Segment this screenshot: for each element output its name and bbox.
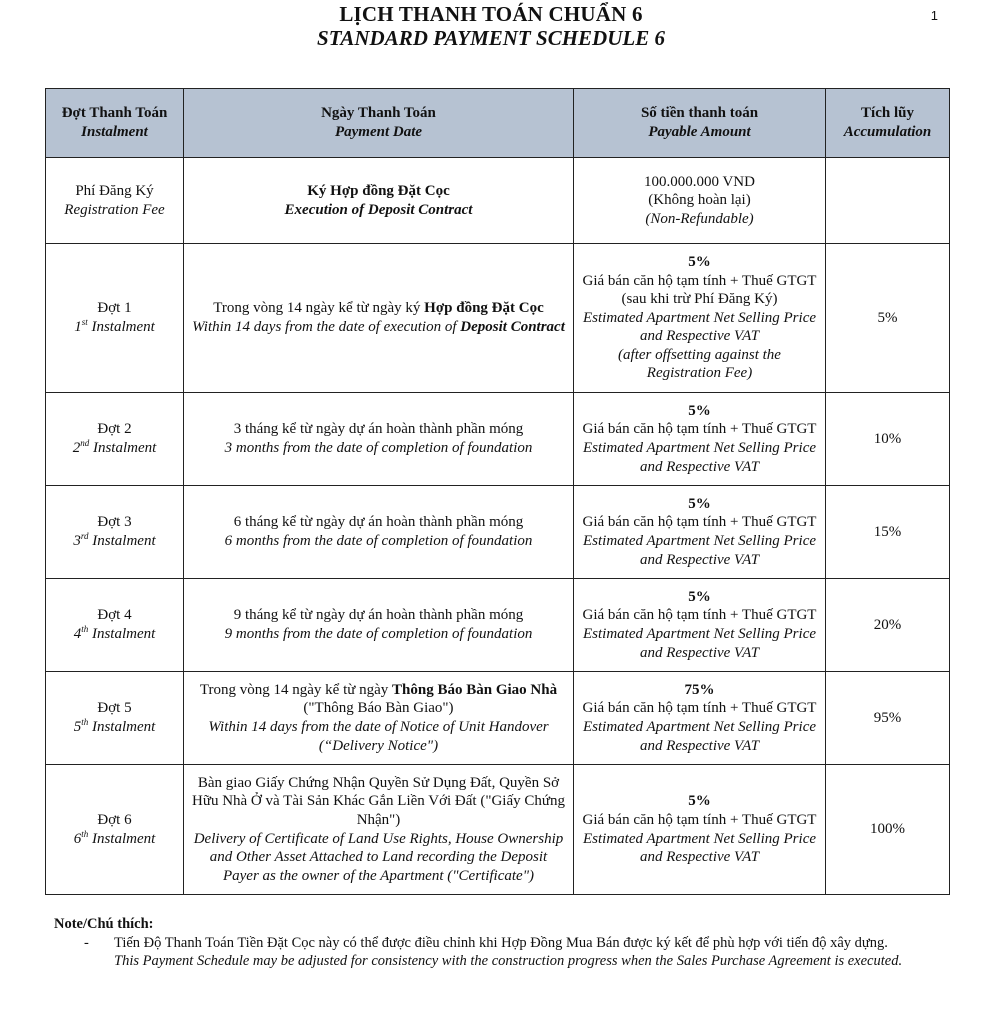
header-amount-vn: Số tiền thanh toán [640, 105, 759, 122]
payment-date-vn: Trong vòng 14 ngày kể từ ngày Thông Báo Bàn Giao Nhà ("Thông Báo Bàn Giao") [199, 681, 558, 717]
payment-date-vn: 3 tháng kể từ ngày dự án hoàn thành phần móng [233, 421, 524, 438]
amount-percent: 5% [688, 253, 711, 270]
amount-note-en: (Non-Refundable) [645, 210, 754, 227]
header-payment-date [184, 89, 574, 158]
amount-desc-vn: Giá bán căn hộ tạm tính + Thuế GTGT [582, 811, 817, 828]
instalment-name-en: Registration Fee [64, 201, 165, 218]
amount-value: 100.000.000 VND [644, 173, 755, 190]
cell-instalment [46, 486, 184, 579]
instalment-name-vn: Đợt 6 [97, 811, 132, 828]
instalment-name-vn: Đợt 2 [97, 421, 132, 438]
header-payable-amount [574, 89, 826, 158]
payment-date-en: 6 months from the date of completion of foundation [224, 533, 533, 549]
note-item [54, 934, 934, 971]
cell-payable-amount [574, 765, 826, 895]
cell-payment-date [184, 486, 574, 579]
amount-desc-vn: Giá bán căn hộ tạm tính + Thuế GTGT [582, 514, 817, 531]
table-row-instalment-3 [46, 486, 950, 579]
payment-date-en: Within 14 days from the date of execution of Deposit Contract [192, 319, 565, 335]
cell-payment-date [184, 158, 574, 244]
header-date-vn: Ngày Thanh Toán [321, 105, 436, 122]
cell-payable-amount [574, 244, 826, 393]
instalment-name-vn: Phí Đăng Ký [75, 182, 154, 199]
header-amount-en: Payable Amount [648, 124, 751, 140]
table-row-instalment-1 [46, 244, 950, 393]
payment-date-en: Delivery of Certificate of Land Use Rights, House Ownership and Other Asset Attached to Land recording the Deposit Payer as the owner of the Apartment ("Certificate") [193, 830, 564, 884]
cell-payable-amount [574, 393, 826, 486]
cell-payable-amount [574, 579, 826, 672]
cell-instalment [46, 158, 184, 244]
table-row-instalment-6 [46, 765, 950, 895]
header-accum-vn: Tích lũy [861, 105, 914, 122]
header-accum-en: Accumulation [843, 124, 932, 140]
cell-payment-date [184, 672, 574, 765]
amount-note-vn: (Không hoàn lại) [648, 192, 751, 209]
instalment-name-en: 1st Instalment [74, 317, 155, 335]
title-english: STANDARD PAYMENT SCHEDULE 6 [317, 26, 665, 50]
header-accumulation [826, 89, 950, 158]
cell-instalment [46, 765, 184, 895]
payment-date-vn: Trong vòng 14 ngày kể từ ngày ký Hợp đồng Đặt Cọc [213, 300, 544, 317]
instalment-name-vn: Đợt 1 [97, 300, 132, 317]
amount-percent: 75% [684, 681, 715, 698]
cell-payment-date [184, 765, 574, 895]
note-bullet: - [84, 934, 89, 951]
payment-date-en: Execution of Deposit Contract [284, 201, 473, 218]
amount-desc-en: Estimated Apartment Net Selling Price and Respective VAT [582, 533, 817, 568]
title-vietnamese: LỊCH THANH TOÁN CHUẨN 6 [339, 2, 643, 26]
header-instalment-vn: Đợt Thanh Toán [61, 105, 168, 122]
instalment-name-en: 2nd Instalment [72, 438, 157, 456]
amount-after-fee-vn: (sau khi trừ Phí Đăng Ký) [621, 291, 778, 308]
cell-payment-date [184, 393, 574, 486]
amount-desc-vn: Giá bán căn hộ tạm tính + Thuế GTGT [582, 700, 817, 717]
payment-date-en: 9 months from the date of completion of foundation [224, 626, 533, 642]
cell-accumulation: 10% [826, 393, 950, 486]
amount-desc-vn: Giá bán căn hộ tạm tính + Thuế GTGT [582, 272, 817, 289]
cell-payable-amount [574, 486, 826, 579]
instalment-name-en: 5th Instalment [73, 717, 156, 735]
cell-payment-date [184, 579, 574, 672]
amount-desc-en: Estimated Apartment Net Selling Price and Respective VAT [582, 830, 817, 866]
cell-payable-amount [574, 158, 826, 244]
payment-schedule-table [45, 88, 950, 895]
instalment-name-vn: Đợt 4 [97, 607, 132, 624]
cell-instalment [46, 672, 184, 765]
note-text-vn: Tiến Độ Thanh Toán Tiền Đặt Cọc này có thể được điều chỉnh khi Hợp Đồng Mua Bán được ký kết để phù hợp với tiến độ xây dựng. [114, 934, 888, 951]
header-instalment-en: Instalment [81, 124, 148, 140]
table-row-instalment-5 [46, 672, 950, 765]
cell-accumulation: 15% [826, 486, 950, 579]
amount-percent: 5% [688, 402, 711, 419]
cell-accumulation: 95% [826, 672, 950, 765]
amount-percent: 5% [688, 495, 711, 512]
header-instalment [46, 89, 184, 158]
cell-accumulation: 5% [826, 244, 950, 393]
cell-accumulation [826, 158, 950, 244]
cell-accumulation: 20% [826, 579, 950, 672]
instalment-name-en: 3rd Instalment [73, 531, 156, 549]
amount-after-fee-en: (after offsetting against the Registration Fee) [618, 346, 781, 382]
payment-date-vn: Ký Hợp đồng Đặt Cọc [307, 182, 450, 199]
table-header-row [46, 89, 950, 158]
cell-instalment [46, 393, 184, 486]
document-title [0, 2, 982, 50]
header-date-en: Payment Date [334, 124, 423, 140]
amount-desc-vn: Giá bán căn hộ tạm tính + Thuế GTGT [582, 607, 817, 624]
instalment-name-en: 6th Instalment [73, 828, 156, 847]
notes-section [54, 915, 934, 971]
amount-desc-en: Estimated Apartment Net Selling Price and Respective VAT [582, 626, 817, 661]
amount-desc-vn: Giá bán căn hộ tạm tính + Thuế GTGT [582, 421, 817, 438]
payment-date-en: 3 months from the date of completion of foundation [224, 440, 533, 456]
cell-instalment [46, 579, 184, 672]
notes-title: Note/Chú thích: [54, 916, 154, 932]
instalment-name-vn: Đợt 3 [97, 514, 132, 531]
payment-date-vn: Bàn giao Giấy Chứng Nhận Quyền Sử Dụng Đất, Quyền Sở Hữu Nhà Ở và Tài Sản Khác Gắn Liền Với Đất ("Giấy Chứng Nhận") [191, 774, 565, 828]
table-row-registration [46, 158, 950, 244]
cell-payment-date [184, 244, 574, 393]
payment-date-vn: 6 tháng kể từ ngày dự án hoàn thành phần móng [233, 514, 524, 531]
page-number: 1 [930, 8, 938, 23]
table-row-instalment-4 [46, 579, 950, 672]
cell-instalment [46, 244, 184, 393]
amount-desc-en: Estimated Apartment Net Selling Price and Respective VAT [582, 440, 817, 475]
cell-payable-amount [574, 672, 826, 765]
payment-date-en: Within 14 days from the date of Notice of Unit Handover (“Delivery Notice") [208, 719, 549, 754]
amount-desc-en: Estimated Apartment Net Selling Price and Respective VAT [582, 719, 817, 754]
amount-percent: 5% [688, 793, 711, 810]
amount-percent: 5% [688, 588, 711, 605]
payment-date-vn: 9 tháng kể từ ngày dự án hoàn thành phần móng [233, 607, 524, 624]
instalment-name-vn: Đợt 5 [97, 700, 132, 717]
instalment-name-en: 4th Instalment [73, 624, 156, 642]
amount-desc-en: Estimated Apartment Net Selling Price and Respective VAT [582, 309, 817, 345]
cell-accumulation: 100% [826, 765, 950, 895]
note-text-en: This Payment Schedule may be adjusted for consistency with the construction progress when the Sales Purchase Agreement is executed. [114, 953, 903, 970]
table-row-instalment-2 [46, 393, 950, 486]
